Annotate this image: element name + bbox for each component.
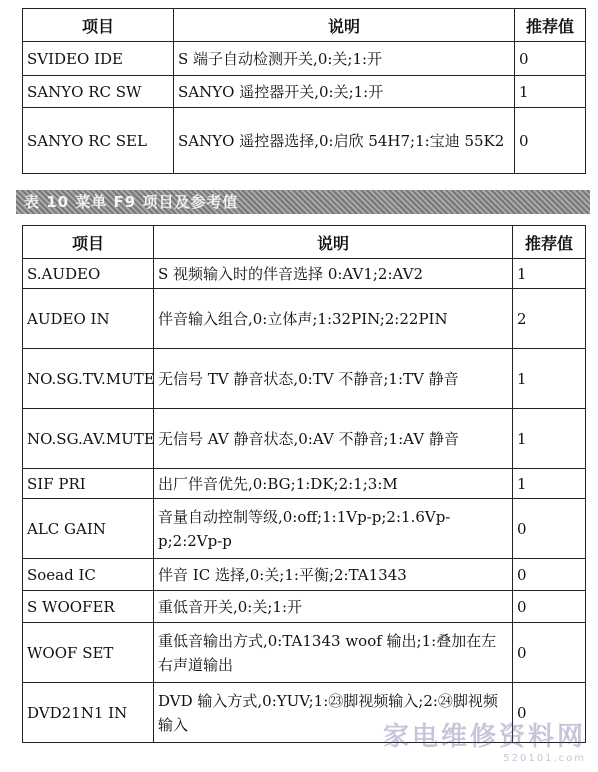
item-cell: S WOOFER <box>23 591 154 623</box>
description-cell: S 端子自动检测开关,0:关;1:开 <box>174 42 515 76</box>
item-cell: Soead IC <box>23 559 154 591</box>
value-cell: 0 <box>513 591 586 623</box>
site-watermark <box>383 716 586 764</box>
bottom-parameter-table <box>22 225 586 743</box>
description-cell: 出厂伴音优先,0:BG;1:DK;2:1;3:M <box>154 469 513 499</box>
table-row <box>23 499 586 559</box>
item-cell: S.AUDEO <box>23 259 154 289</box>
description-cell: 音量自动控制等级,0:off;1:1Vp-p;2:1.6Vp-p;2:2Vp-p <box>154 499 513 559</box>
table-row <box>23 409 586 469</box>
header-recommended-value: 推荐值 <box>513 226 586 259</box>
table-caption: 表 10 菜单 F9 项目及参考值 <box>16 190 590 214</box>
value-cell: 0 <box>513 683 586 743</box>
value-cell: 0 <box>515 42 586 76</box>
value-cell: 1 <box>513 469 586 499</box>
header-item: 项目 <box>23 9 174 42</box>
value-cell: 1 <box>513 409 586 469</box>
table-row <box>23 108 586 174</box>
value-cell: 0 <box>513 499 586 559</box>
description-cell: 伴音 IC 选择,0:关;1:平衡;2:TA1343 <box>154 559 513 591</box>
description-cell: DVD 输入方式,0:YUV;1:㉓脚视频输入;2:㉔脚视频输入 <box>154 683 513 743</box>
table-row <box>23 289 586 349</box>
item-cell: SANYO RC SEL <box>23 108 174 174</box>
table-row <box>23 559 586 591</box>
item-cell: SANYO RC SW <box>23 76 174 108</box>
description-cell: 重低音开关,0:关;1:开 <box>154 591 513 623</box>
description-cell: 伴音输入组合,0:立体声;1:32PIN;2:22PIN <box>154 289 513 349</box>
watermark-title: 家电维修资料网 <box>382 722 586 752</box>
item-cell: SIF PRI <box>23 469 154 499</box>
item-cell: SVIDEO IDE <box>23 42 174 76</box>
item-cell: AUDEO IN <box>23 289 154 349</box>
item-cell: NO.SG.TV.MUTE <box>23 349 154 409</box>
value-cell: 2 <box>513 289 586 349</box>
watermark-url: 520101.com <box>503 753 586 764</box>
description-cell: S 视频输入时的伴音选择 0:AV1;2:AV2 <box>154 259 513 289</box>
table-row <box>23 591 586 623</box>
value-cell: 0 <box>513 559 586 591</box>
header-recommended-value: 推荐值 <box>515 9 586 42</box>
header-description: 说明 <box>174 9 515 42</box>
table-row <box>23 623 586 683</box>
top-parameter-table <box>22 8 586 174</box>
description-cell: SANYO 遥控器选择,0:启欣 54H7;1:宝迪 55K2 <box>174 108 515 174</box>
item-cell: WOOF SET <box>23 623 154 683</box>
table-row <box>23 259 586 289</box>
value-cell: 0 <box>515 108 586 174</box>
item-cell: DVD21N1 IN <box>23 683 154 743</box>
description-cell: 重低音输出方式,0:TA1343 woof 输出;1:叠加在左右声道输出 <box>154 623 513 683</box>
table-row <box>23 76 586 108</box>
table-header-row <box>23 9 586 42</box>
header-description: 说明 <box>154 226 513 259</box>
table-row <box>23 349 586 409</box>
value-cell: 1 <box>513 349 586 409</box>
item-cell: ALC GAIN <box>23 499 154 559</box>
table-row <box>23 42 586 76</box>
item-cell: NO.SG.AV.MUTE <box>23 409 154 469</box>
table-header-row <box>23 226 586 259</box>
description-cell: 无信号 TV 静音状态,0:TV 不静音;1:TV 静音 <box>154 349 513 409</box>
value-cell: 1 <box>513 259 586 289</box>
description-cell: 无信号 AV 静音状态,0:AV 不静音;1:AV 静音 <box>154 409 513 469</box>
value-cell: 1 <box>515 76 586 108</box>
description-cell: SANYO 遥控器开关,0:关;1:开 <box>174 76 515 108</box>
value-cell: 0 <box>513 623 586 683</box>
table-row <box>23 469 586 499</box>
header-item: 项目 <box>23 226 154 259</box>
